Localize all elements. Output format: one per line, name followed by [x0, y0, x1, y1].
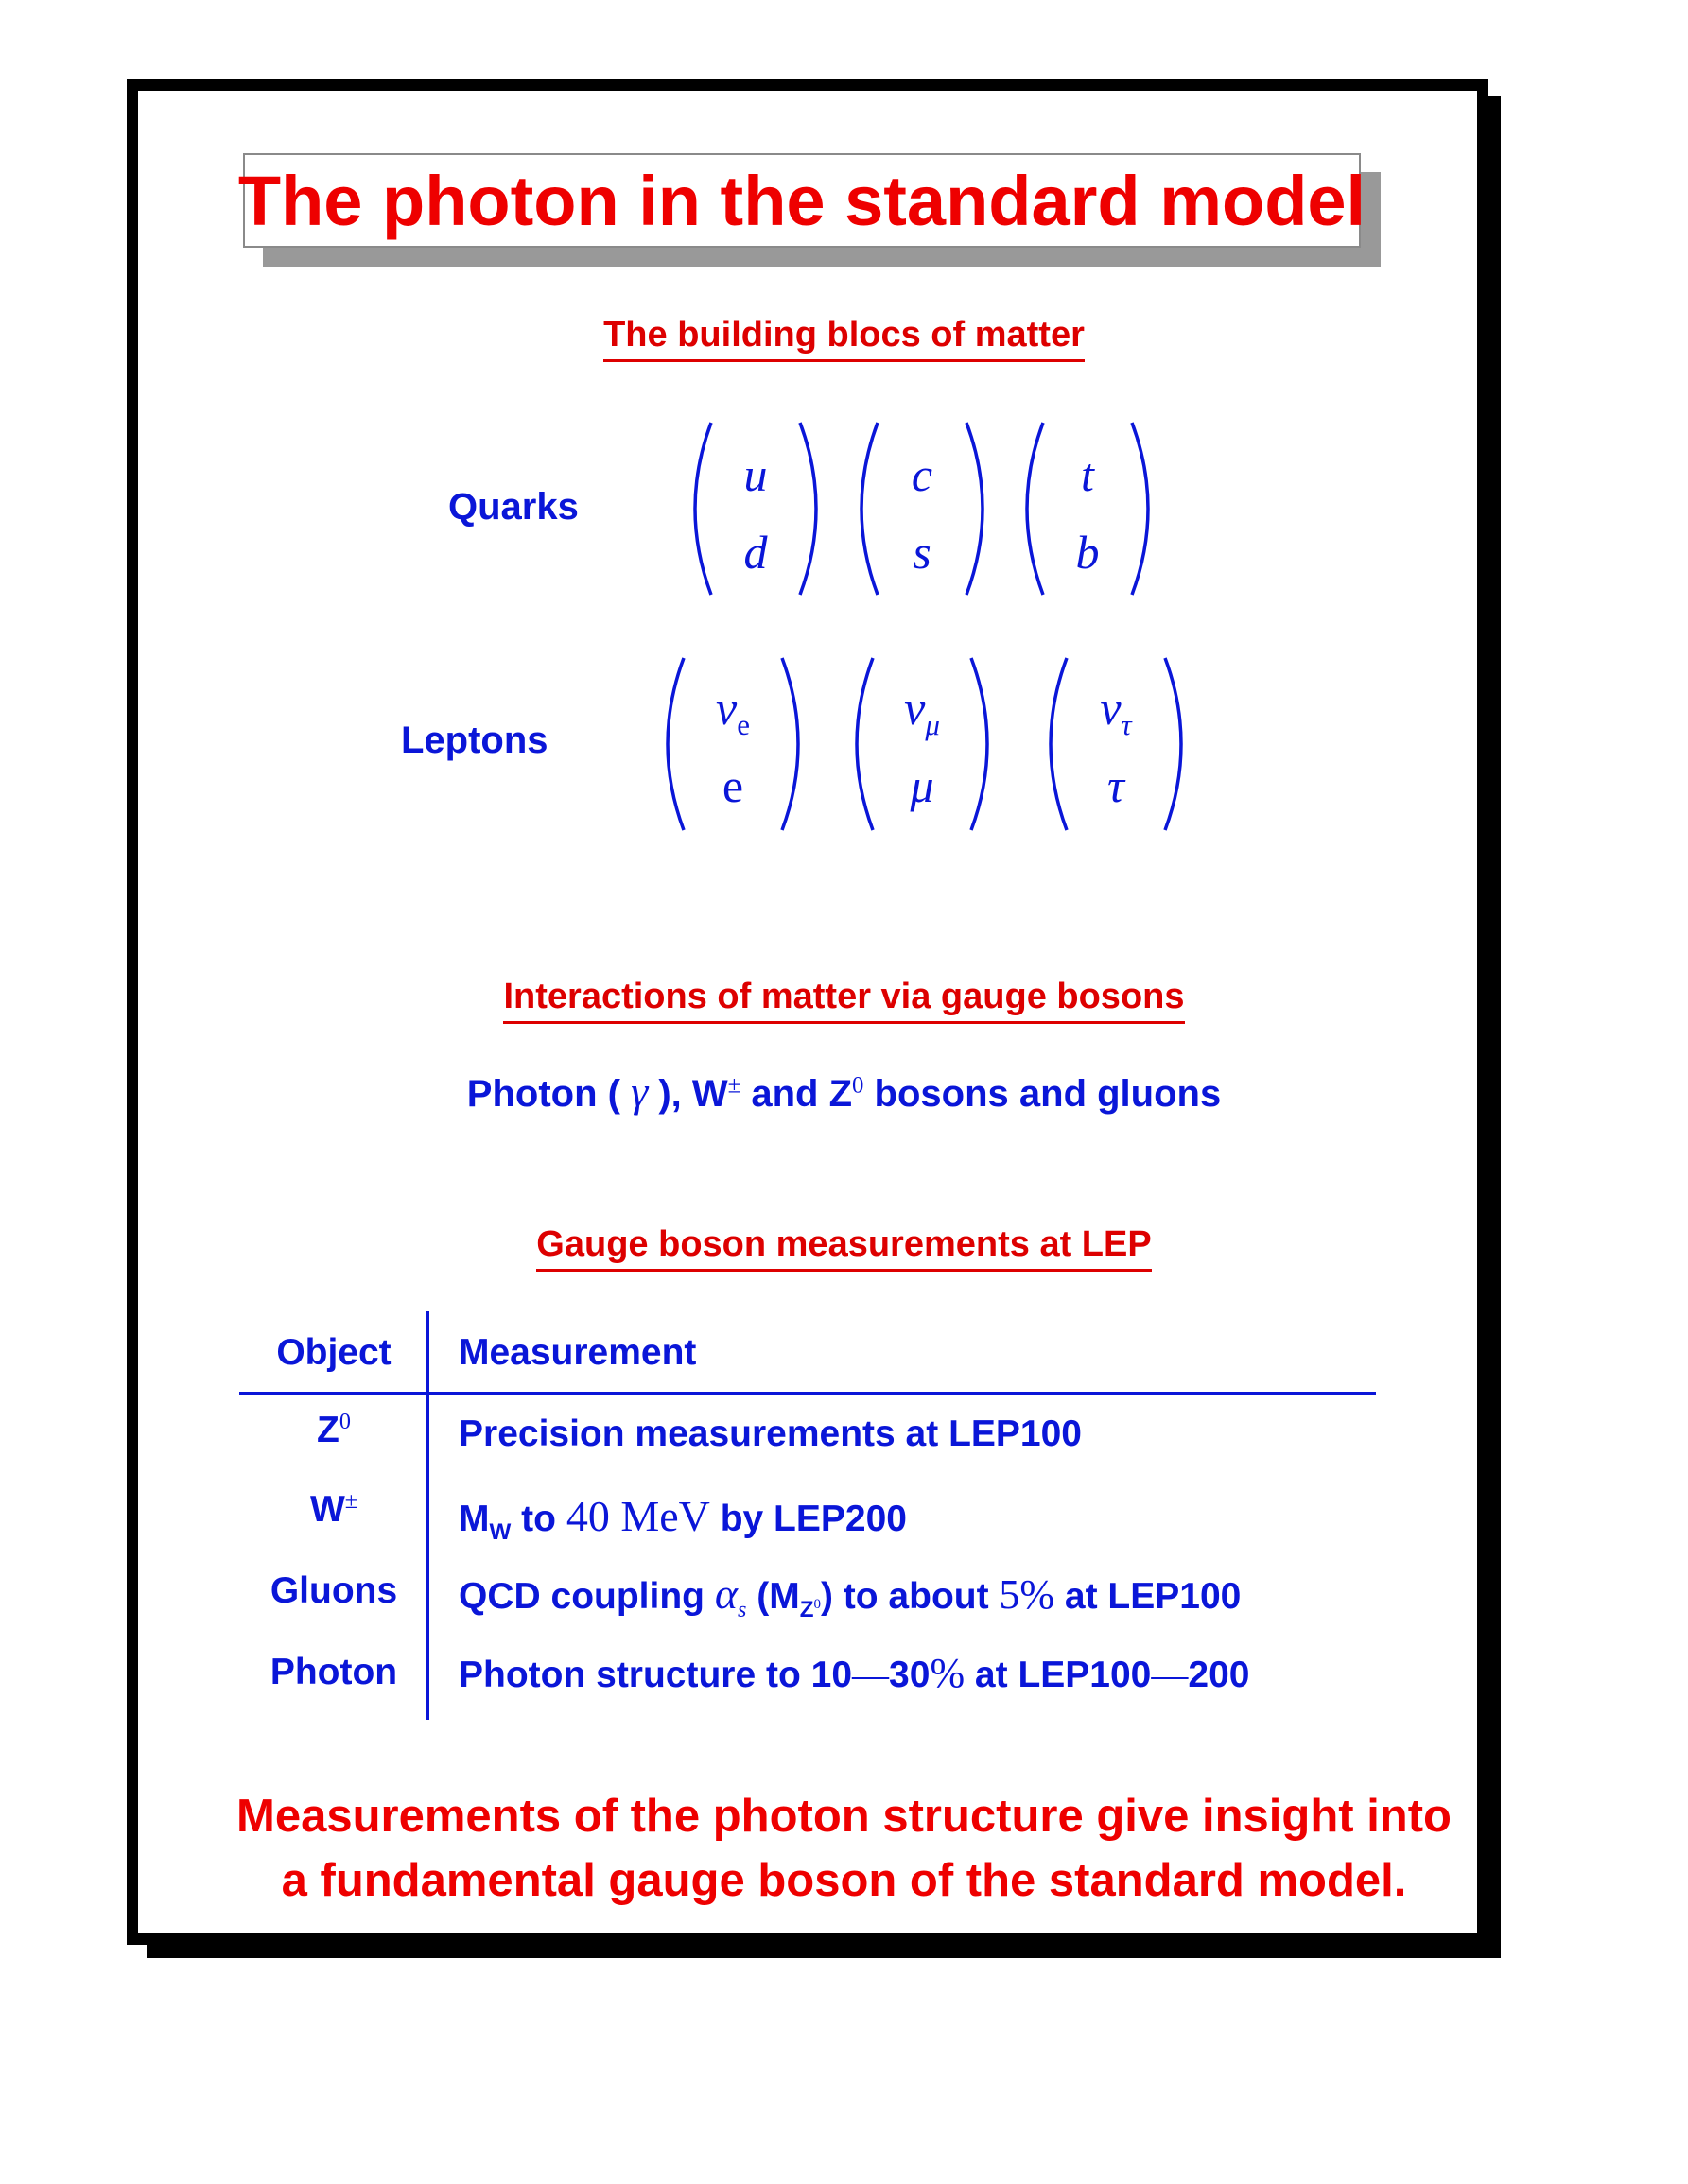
section-heading-building-blocs: The building blocs of matter: [0, 315, 1688, 362]
table-row-measurement-photon: Photon structure to 10—30% at LEP100—200: [459, 1650, 1250, 1696]
table-horizontal-rule: [239, 1392, 1376, 1395]
table-row-object-photon: Photon: [270, 1652, 398, 1692]
lepton-doublet-1: [657, 654, 809, 834]
section-heading-interactions: Interactions of matter via gauge bosons: [0, 977, 1688, 1024]
table-row-measurement-gluons: QCD coupling $\alpha_s$ $(M_{Z^0})$ to about 5% at LEP100: [459, 1569, 1242, 1622]
gauge-bosons-line: Photon ( γ ), W± and $Z^0$ bosons and gluons: [466, 1067, 1222, 1116]
section-heading-lep: Gauge boson measurements at LEP: [0, 1224, 1688, 1272]
table-row-object-w: W±: [309, 1488, 358, 1530]
conclusion-text: [0, 1784, 1688, 1913]
electron: e: [722, 759, 744, 812]
title-box: [237, 153, 1366, 248]
table-row-object-gluons: Gluons: [270, 1570, 398, 1611]
conclusion-line-1: Measurements of the photon structure give insight into: [236, 1791, 1452, 1842]
quark-doublet-3: [1017, 419, 1158, 598]
lepton-doublet-2: [846, 654, 998, 834]
table-row-object-z0: $Z^0$: [317, 1409, 351, 1450]
tau: τ: [1107, 759, 1124, 812]
quark-up: u: [743, 448, 768, 501]
header-object: Object: [276, 1332, 392, 1373]
quark-bottom: b: [1075, 526, 1100, 579]
quark-doublet-1: [685, 419, 827, 598]
muon: μ: [910, 759, 934, 812]
header-measurement: Measurement: [459, 1332, 697, 1373]
table-row-measurement-z0: Precision measurements at LEP100: [459, 1413, 1082, 1454]
quark-strange: s: [913, 526, 931, 579]
leptons-label: Leptons: [401, 719, 548, 761]
measurements-table: [239, 1311, 1376, 1727]
quark-down: d: [743, 526, 768, 579]
conclusion-line-2: a fundamental gauge boson of the standard model.: [281, 1855, 1407, 1906]
quark-charm: c: [911, 448, 933, 501]
page-title: The photon in the standard model: [237, 161, 1366, 240]
electron-neutrino: $\nu_e$: [716, 682, 750, 741]
quark-doublet-2: [851, 419, 993, 598]
quarks-label: Quarks: [448, 486, 579, 528]
table-row-measurement-w: $M_W$ to 40 MeV by LEP200: [459, 1492, 907, 1545]
lepton-doublet-3: [1040, 654, 1192, 834]
quark-top: t: [1081, 448, 1094, 501]
tau-neutrino: $\nu_\tau$: [1100, 682, 1132, 741]
muon-neutrino: $\nu_\mu$: [904, 682, 940, 741]
